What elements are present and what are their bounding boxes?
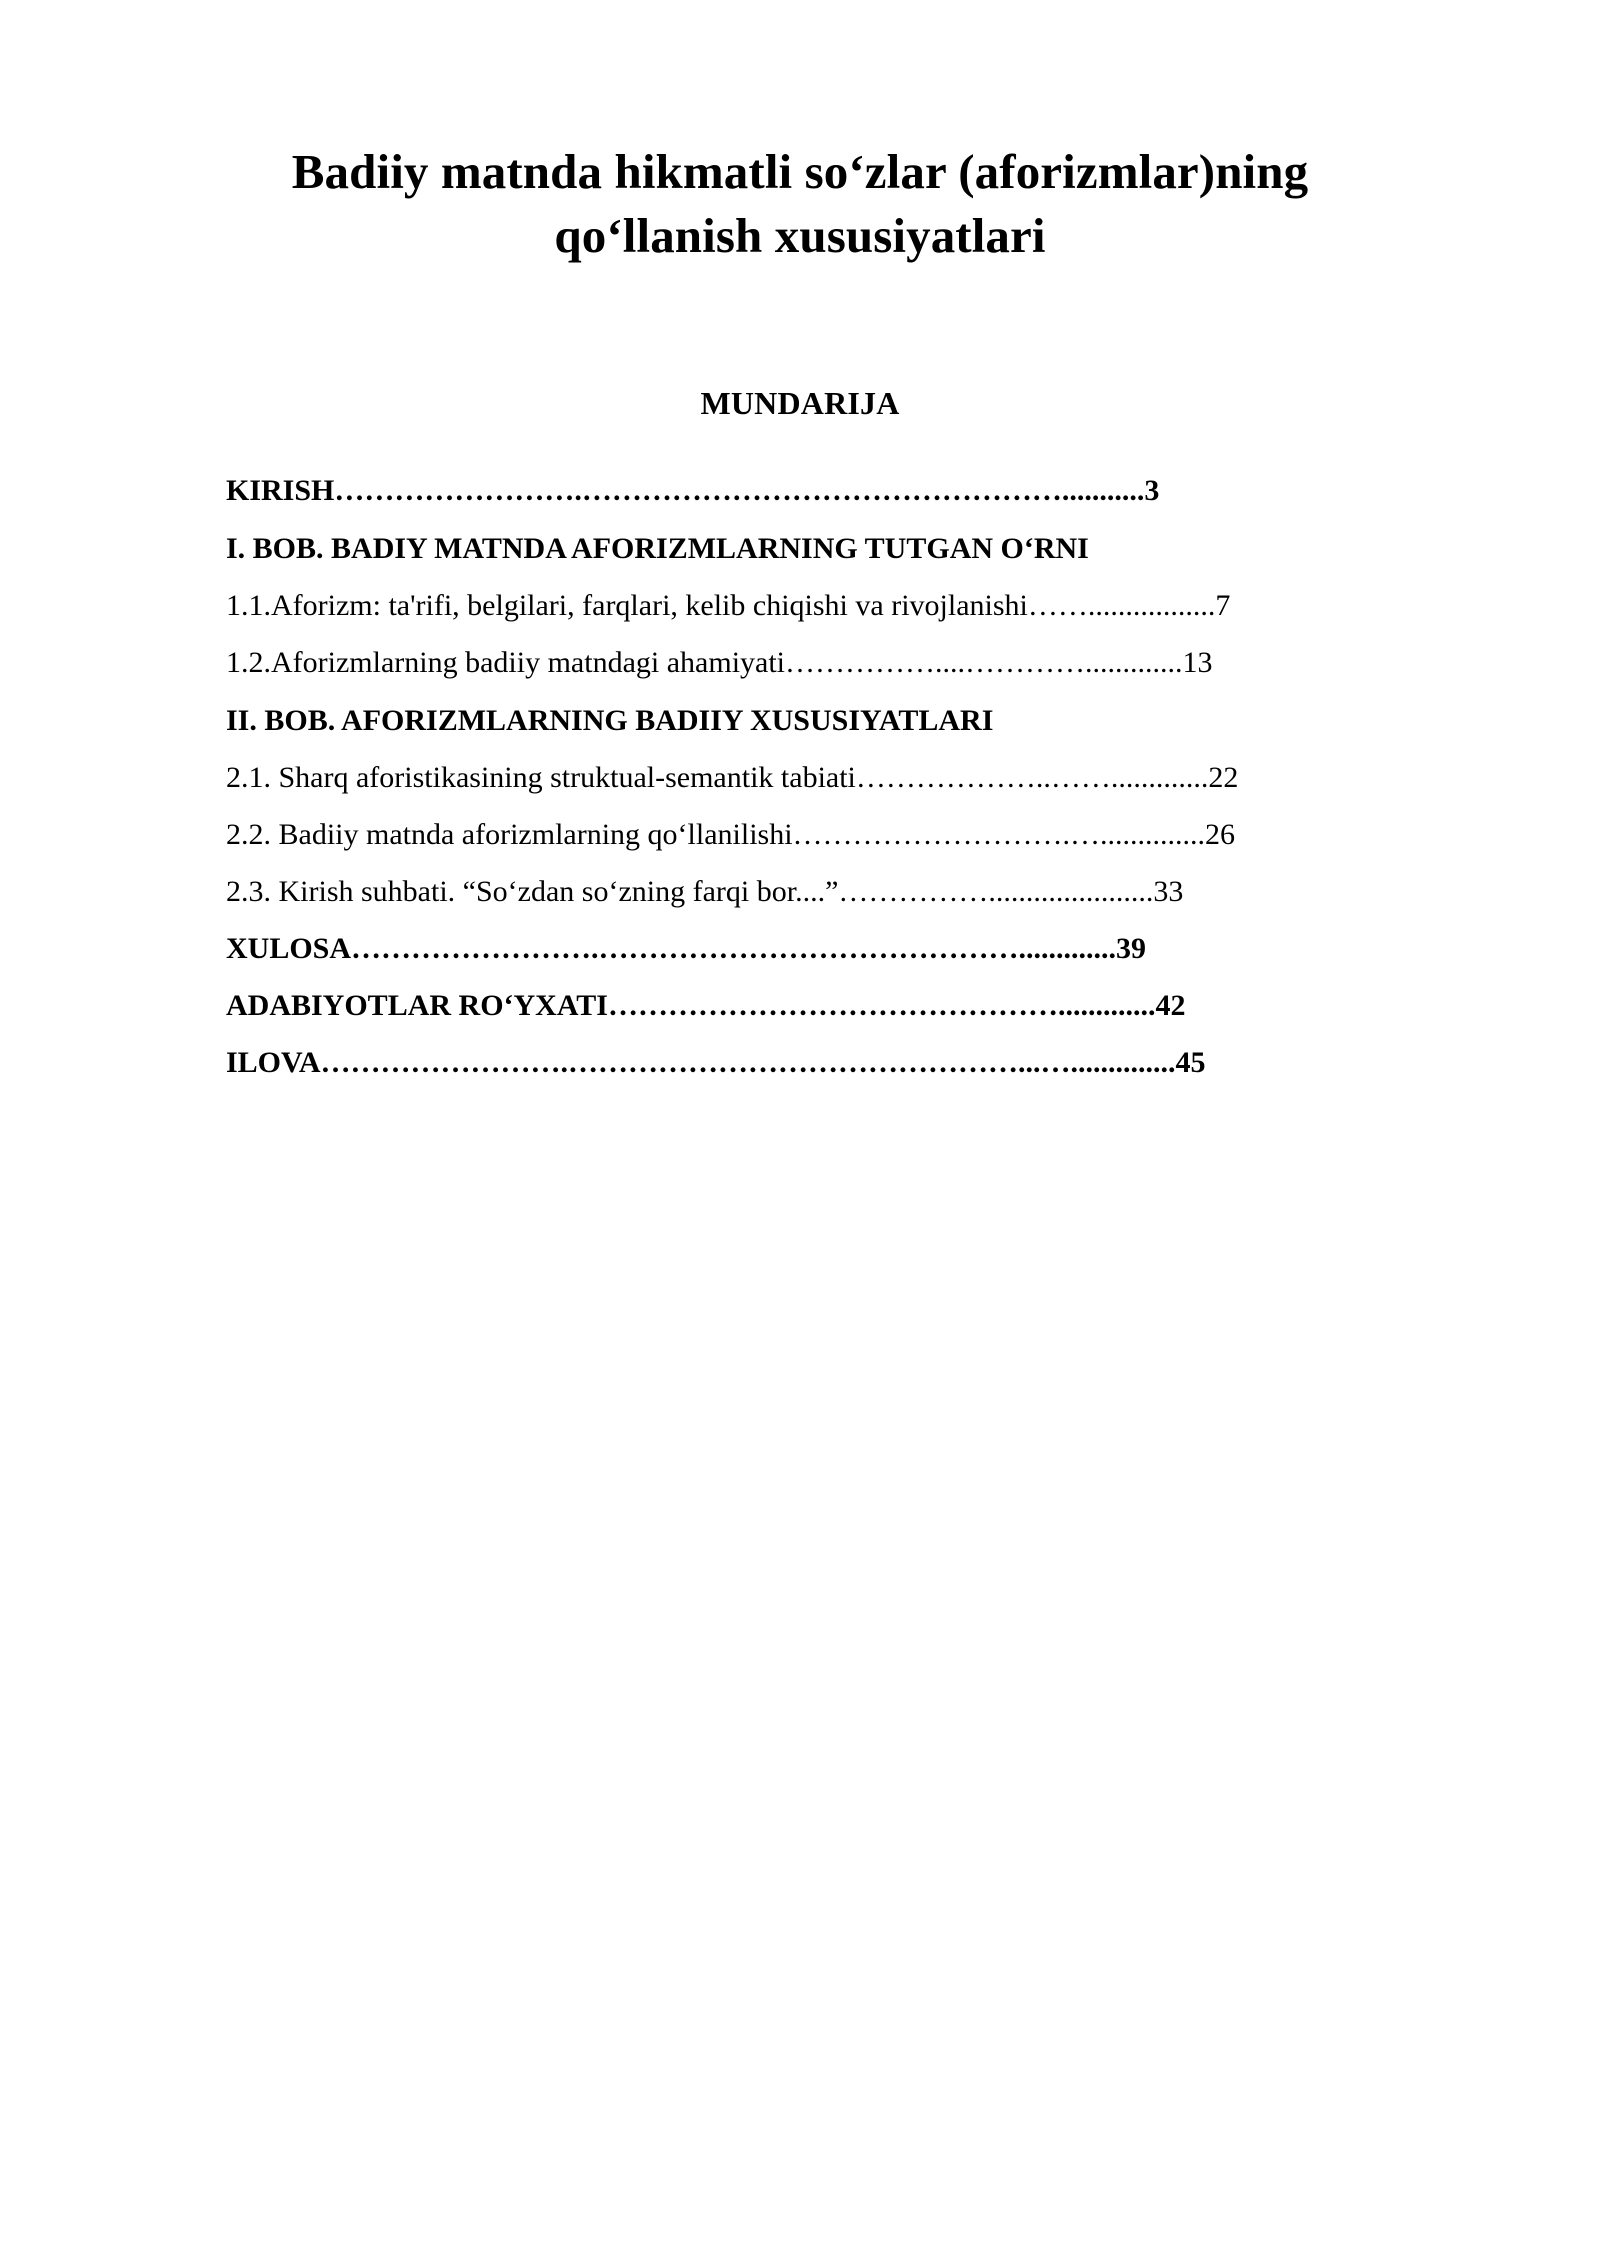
page-title: Badiiy matnda hikmatli so‘zlar (aforizmlar)ning qo‘llanish xususiyatlari — [291, 144, 1309, 263]
toc-leader: …………………….…………………………………………........... — [334, 473, 1145, 507]
toc-heading: MUNDARIJA — [700, 385, 900, 422]
toc-page-number: 33 — [1153, 874, 1184, 908]
toc-leader: …………………….……………………………………............. — [351, 931, 1117, 965]
list-item[interactable] — [226, 863, 1378, 920]
toc-page-number: 45 — [1175, 1045, 1206, 1079]
toc-leader: ………………..……............. — [855, 760, 1209, 794]
table-of-contents — [0, 422, 1600, 1091]
toc-entry-label: ADABIYOTLAR RO‘YXATI — [226, 988, 608, 1022]
toc-leader: ……………...................... — [838, 874, 1154, 908]
toc-entry-label: KIRISH — [226, 473, 335, 507]
toc-entry-label: ILOVA — [226, 1045, 321, 1079]
list-item[interactable] — [226, 577, 1378, 634]
list-item[interactable] — [226, 977, 1378, 1034]
list-item[interactable] — [226, 462, 1378, 519]
toc-entry-label: II. BOB. AFORIZMLARNING BADIIY XUSUSIYATLARI — [226, 704, 994, 738]
toc-leader: ……................. — [1027, 588, 1216, 622]
list-item[interactable] — [226, 920, 1378, 977]
toc-entry-label: I. BOB. BADIY MATNDA AFORIZMLARNING TUTGAN O‘RNI — [226, 532, 1089, 566]
toc-entry-label: 1.1.Aforizm: ta'rifi, belgilari, farqlari, kelib chiqishi va rivojlanishi — [226, 588, 1028, 622]
list-item[interactable] — [226, 691, 1378, 749]
toc-entry-label: 2.3. Kirish suhbati. “So‘zdan so‘zning farqi bor....” — [226, 874, 839, 908]
toc-entry-label: 2.1. Sharq aforistikasining struktual-semantik tabiati — [226, 760, 856, 794]
toc-leader: ……………………….….............. — [792, 817, 1206, 851]
toc-page-number: 3 — [1144, 473, 1160, 507]
list-item[interactable] — [226, 634, 1378, 691]
toc-entry-label: 2.2. Badiiy matnda aforizmlarning qo‘llanilishi — [226, 817, 793, 851]
toc-page-number: 39 — [1116, 931, 1147, 965]
toc-page-number: 22 — [1208, 760, 1239, 794]
toc-entry-label: 1.2.Aforizmlarning badiiy matndagi ahamiyati — [226, 645, 786, 679]
toc-leader: …………………….………………………………………...….............. — [320, 1045, 1176, 1079]
list-item[interactable] — [226, 1034, 1378, 1091]
toc-page-number: 26 — [1205, 817, 1236, 851]
list-item[interactable] — [226, 806, 1378, 863]
list-item[interactable] — [226, 749, 1378, 806]
toc-leader: ………………………………………............. — [607, 988, 1156, 1022]
toc-page-number: 42 — [1155, 988, 1186, 1022]
toc-page-number: 7 — [1215, 588, 1231, 622]
list-item[interactable] — [226, 519, 1378, 577]
toc-entry-label: XULOSA — [226, 931, 352, 965]
toc-leader: ……………....…………............. — [785, 645, 1183, 679]
toc-page-number: 13 — [1182, 645, 1213, 679]
